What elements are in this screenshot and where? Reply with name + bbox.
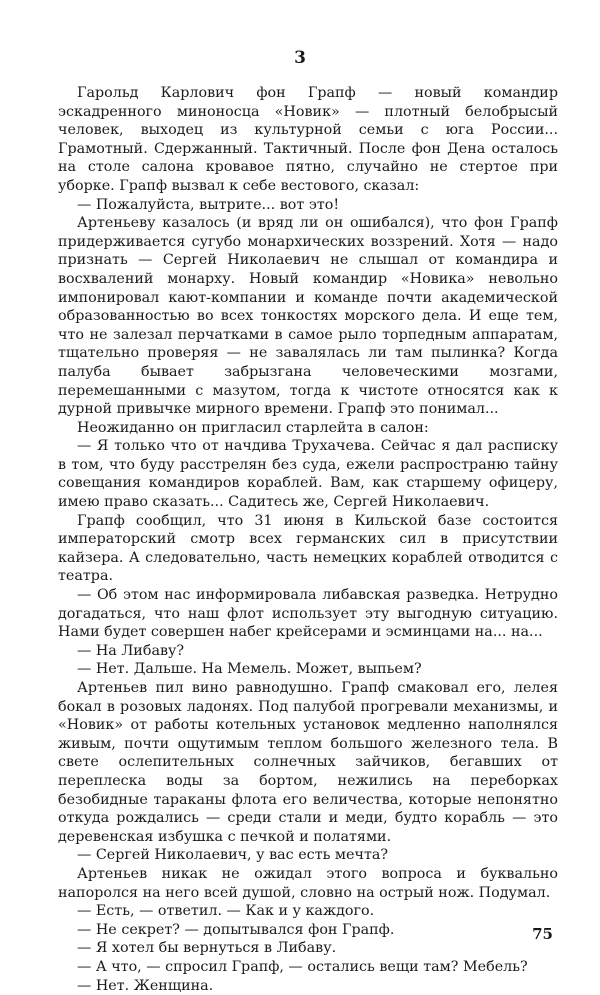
- paragraph: Гарольд Карлович фон Грапф — новый командир эскадренного миноносца «Новик» — плотный белобрысый человек, выходец из культурной семьи с юга России... Грамотный. Сдержанный. Тактичный. После фон Дена осталось на столе салона кровавое пятно, случайно не стертое при уборке. Грапф вызвал к себе вестового, сказал:: [58, 84, 558, 196]
- paragraph: — А что, — спросил Грапф, — остались вещи там? Мебель?: [58, 958, 558, 977]
- paragraph: Артеньев никак не ожидал этого вопроса и буквально напоролся на него всей душой, словно на острый нож. Подумал.: [58, 865, 558, 902]
- paragraph: — Не секрет? — допытывался фон Грапф.: [58, 921, 558, 940]
- paragraph: — Пожалуйста, вытрите... вот это!: [58, 196, 558, 215]
- paragraph: Неожиданно он пригласил старлейта в салон:: [58, 419, 558, 438]
- paragraph: — Я хотел бы вернуться в Либаву.: [58, 939, 558, 958]
- paragraph: — Я только что от начдива Трухачева. Сейчас я дал расписку в том, что буду расстрелян без суда, ежели распространю тайну совещания командиров кораблей. Вам, как старшему офицеру, имею право сказать... Садитесь же, Сергей Николаевич.: [58, 437, 558, 511]
- paragraph: Артеньев пил вино равнодушно. Грапф смаковал его, лелея бокал в розовых ладонях. Под палубой прогревали механизмы, и «Новик» от работы котельных установок медленно наполнялся живым, почти ощутимым теплом большого железного тела. В свете ослепительных солнечных зайчиков, бегавших от переплеска воды за бортом, нежились на переборках безобидные тараканы флота его величества, которые непонятно откуда рождались — среди стали и меди, будто корабль — это деревенская избушка с печкой и полатями.: [58, 679, 558, 846]
- paragraph: — Об этом нас информировала либавская разведка. Нетрудно догадаться, что наш флот использует эту выгодную ситуацию. Нами будет совершен набег крейсерами и эсминцами на... на...: [58, 586, 558, 642]
- paragraph: Артеньеву казалось (и вряд ли он ошибался), что фон Грапф придерживается сугубо монархических воззрений. Хотя — надо признать — Сергей Николаевич не слышал от командира и восхвалений монарху. Новый командир «Новика» невольно импонировал кают-компании и команде почти академической образованностью во всех тонкостях морского дела. И еще тем, что не залезал перчатками в самое рыло торпедным аппаратам, тщательно проверяя — не завалялась ли там пылинка? Когда палуба бывает забрызгана человеческими мозгами, перемешанными с мазутом, тогда к чистоте относятся как к дурной привычке мирного времени. Грапф это понимал...: [58, 214, 558, 419]
- chapter-number: 3: [0, 48, 600, 68]
- paragraph: — Есть, — ответил. — Как и у каждого.: [58, 902, 558, 921]
- page-number: 75: [532, 925, 553, 943]
- paragraph: Грапф сообщил, что 31 июня в Кильской базе состоится императорский смотр всех германских сил в присутствии кайзера. А следовательно, часть немецких кораблей отводится с театра.: [58, 512, 558, 586]
- paragraph: — Нет. Дальше. На Мемель. Может, выпьем?: [58, 660, 558, 679]
- paragraph: — Нет. Женщина.: [58, 977, 558, 995]
- paragraph: — Сергей Николаевич, у вас есть мечта?: [58, 846, 558, 865]
- body-text: [58, 84, 558, 995]
- paragraph: — На Либаву?: [58, 642, 558, 661]
